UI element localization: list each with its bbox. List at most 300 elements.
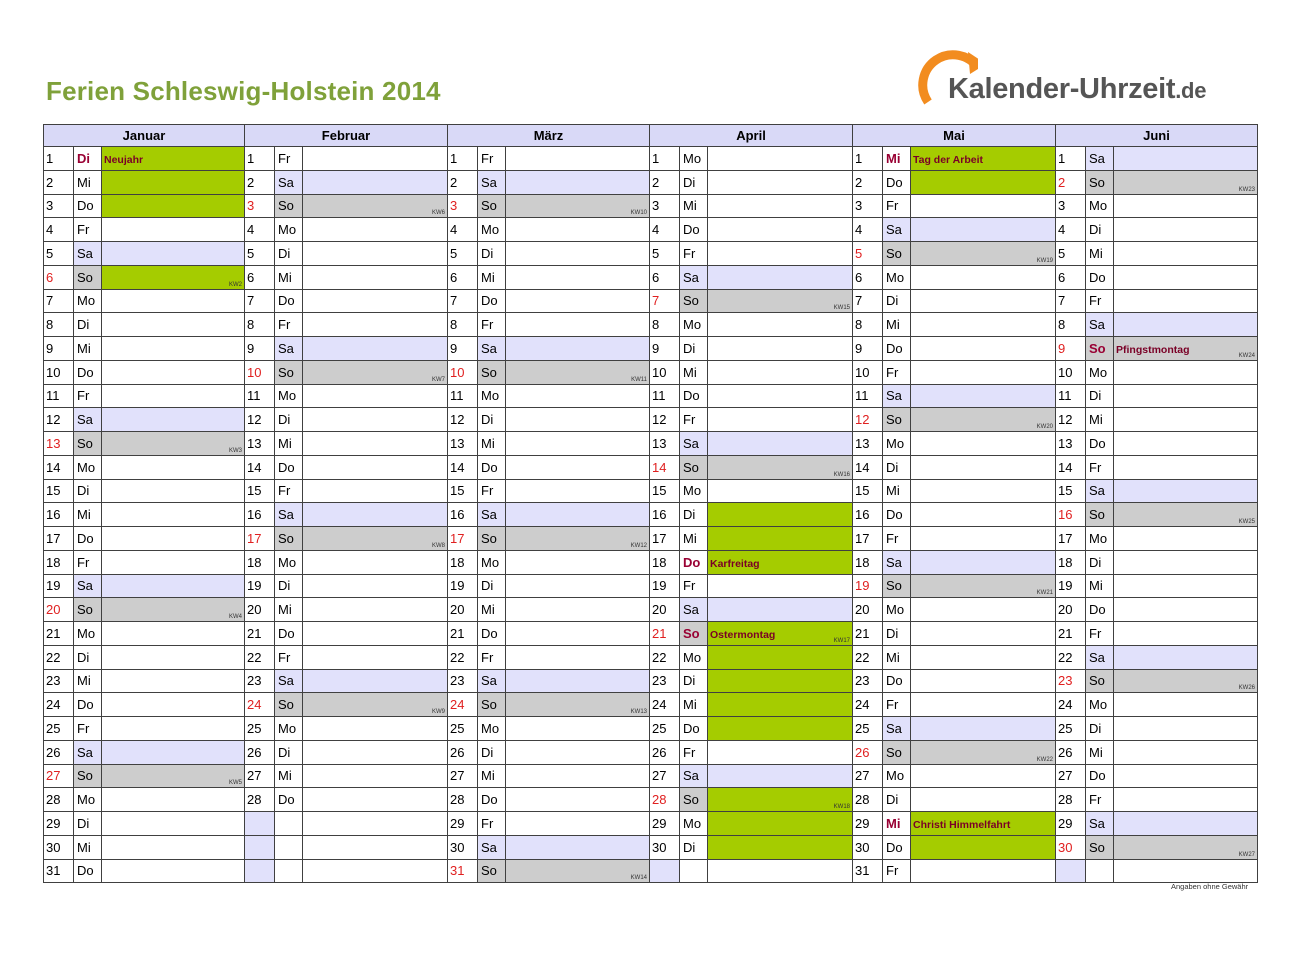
- day-number: 30: [853, 835, 883, 859]
- weekday: Mo: [680, 313, 708, 337]
- day-note: [506, 218, 650, 242]
- weekday: Di: [74, 645, 102, 669]
- table-row: [44, 147, 1258, 171]
- day-number: 30: [1056, 835, 1086, 859]
- weekday: Do: [883, 170, 911, 194]
- day-number: 3: [448, 194, 478, 218]
- weekday: Mi: [275, 764, 303, 788]
- day-number: 9: [1056, 337, 1086, 361]
- day-number: 11: [650, 384, 680, 408]
- day-note: [303, 740, 448, 764]
- day-number: 20: [448, 598, 478, 622]
- day-number: 9: [448, 337, 478, 361]
- day-note: [708, 455, 853, 479]
- weekday: So: [883, 740, 911, 764]
- month-header-0: Januar: [44, 125, 245, 147]
- weekday: Do: [478, 788, 506, 812]
- table-row: [44, 360, 1258, 384]
- day-note: [303, 598, 448, 622]
- day-note: [102, 527, 245, 551]
- day-note: [303, 360, 448, 384]
- day-note: [1114, 313, 1258, 337]
- empty-cell: [1056, 859, 1086, 883]
- day-note: [1114, 812, 1258, 836]
- day-number: 5: [448, 242, 478, 266]
- day-number: 11: [245, 384, 275, 408]
- day-note: [506, 740, 650, 764]
- day-number: 22: [448, 645, 478, 669]
- day-number: 4: [1056, 218, 1086, 242]
- week-number: KW12: [630, 542, 647, 549]
- day-note: [911, 408, 1056, 432]
- day-note: [102, 455, 245, 479]
- week-number: KW16: [833, 471, 850, 478]
- weekday: Sa: [74, 740, 102, 764]
- day-note: [102, 194, 245, 218]
- weekday: Mo: [680, 147, 708, 171]
- holiday-name: Pfingstmontag: [1116, 343, 1190, 356]
- day-note: [911, 194, 1056, 218]
- day-note: [708, 313, 853, 337]
- day-number: 15: [448, 479, 478, 503]
- weekday: Fr: [74, 218, 102, 242]
- day-number: 29: [853, 812, 883, 836]
- weekday: Do: [275, 788, 303, 812]
- week-number: KW24: [1238, 352, 1255, 359]
- day-note: [102, 170, 245, 194]
- day-note: [506, 835, 650, 859]
- weekday: Fr: [883, 859, 911, 883]
- weekday: Mi: [883, 812, 911, 836]
- day-number: 25: [853, 717, 883, 741]
- day-number: 13: [44, 432, 74, 456]
- day-note: [303, 622, 448, 646]
- day-note: [911, 764, 1056, 788]
- weekday: Sa: [1086, 812, 1114, 836]
- weekday: Sa: [275, 170, 303, 194]
- day-number: 1: [448, 147, 478, 171]
- day-number: 16: [650, 503, 680, 527]
- holiday-name: Karfreitag: [710, 557, 760, 570]
- weekday: Do: [74, 693, 102, 717]
- day-number: 24: [1056, 693, 1086, 717]
- day-note: [911, 479, 1056, 503]
- day-number: 12: [650, 408, 680, 432]
- weekday: Mi: [74, 503, 102, 527]
- weekday: Mo: [275, 717, 303, 741]
- day-note: [102, 598, 245, 622]
- weekday: So: [275, 527, 303, 551]
- day-number: 20: [650, 598, 680, 622]
- month-header-2: März: [448, 125, 650, 147]
- day-note: [911, 218, 1056, 242]
- weekday: So: [883, 408, 911, 432]
- page-title: Ferien Schleswig-Holstein 2014: [46, 76, 441, 106]
- day-number: 11: [853, 384, 883, 408]
- weekday: Sa: [1086, 479, 1114, 503]
- day-number: 27: [245, 764, 275, 788]
- day-number: 2: [245, 170, 275, 194]
- day-number: 23: [650, 669, 680, 693]
- day-number: 27: [448, 764, 478, 788]
- day-note: [911, 622, 1056, 646]
- day-note: [102, 740, 245, 764]
- day-number: 8: [44, 313, 74, 337]
- day-note: [102, 147, 245, 171]
- day-number: 5: [1056, 242, 1086, 266]
- day-note: [303, 289, 448, 313]
- day-note: [911, 788, 1056, 812]
- day-number: 14: [650, 455, 680, 479]
- day-note: [102, 550, 245, 574]
- day-note: [102, 717, 245, 741]
- weekday: Sa: [275, 337, 303, 361]
- week-number: KW9: [431, 709, 445, 715]
- day-note: [303, 645, 448, 669]
- day-note: [303, 764, 448, 788]
- weekday: Mo: [680, 479, 708, 503]
- day-note: [303, 693, 448, 717]
- weekday: Di: [478, 242, 506, 266]
- weekday: Do: [883, 835, 911, 859]
- day-note: [708, 574, 853, 598]
- day-note: [102, 812, 245, 836]
- day-number: 13: [650, 432, 680, 456]
- day-number: 26: [853, 740, 883, 764]
- weekday: Sa: [478, 669, 506, 693]
- weekday: Do: [74, 360, 102, 384]
- day-note: [1114, 717, 1258, 741]
- weekday: Fr: [680, 740, 708, 764]
- table-row: [44, 859, 1258, 883]
- weekday: Di: [883, 289, 911, 313]
- day-number: 10: [853, 360, 883, 384]
- day-note: [506, 360, 650, 384]
- day-note: [911, 503, 1056, 527]
- week-number: KW15: [833, 305, 850, 312]
- weekday: Sa: [680, 764, 708, 788]
- day-note: [911, 550, 1056, 574]
- day-number: 26: [245, 740, 275, 764]
- month-header-row: [44, 125, 1258, 147]
- empty-cell: [303, 812, 448, 836]
- weekday: Fr: [1086, 788, 1114, 812]
- weekday: So: [478, 859, 506, 883]
- empty-cell: [275, 835, 303, 859]
- table-row: [44, 218, 1258, 242]
- day-number: 25: [1056, 717, 1086, 741]
- day-note: [506, 432, 650, 456]
- day-note: [708, 242, 853, 266]
- weekday: Do: [1086, 432, 1114, 456]
- weekday: Mi: [1086, 740, 1114, 764]
- day-number: 4: [448, 218, 478, 242]
- weekday: Sa: [478, 835, 506, 859]
- day-note: [1114, 503, 1258, 527]
- day-number: 2: [853, 170, 883, 194]
- day-number: 21: [1056, 622, 1086, 646]
- weekday: Di: [1086, 550, 1114, 574]
- weekday: Do: [883, 669, 911, 693]
- day-note: [506, 527, 650, 551]
- day-number: 4: [44, 218, 74, 242]
- day-number: 15: [245, 479, 275, 503]
- day-note: [1114, 265, 1258, 289]
- week-number: KW7: [431, 376, 445, 383]
- weekday: Do: [275, 622, 303, 646]
- day-note: [102, 503, 245, 527]
- day-note: [506, 550, 650, 574]
- weekday: Mo: [478, 550, 506, 574]
- day-note: [708, 812, 853, 836]
- weekday: Fr: [275, 645, 303, 669]
- day-number: 5: [650, 242, 680, 266]
- weekday: So: [275, 693, 303, 717]
- weekday: Fr: [883, 693, 911, 717]
- day-number: 2: [650, 170, 680, 194]
- weekday: Mi: [478, 598, 506, 622]
- empty-cell: [650, 859, 680, 883]
- day-note: [303, 669, 448, 693]
- day-number: 10: [448, 360, 478, 384]
- day-number: 28: [650, 788, 680, 812]
- day-note: [708, 550, 853, 574]
- day-number: 23: [1056, 669, 1086, 693]
- day-number: 28: [1056, 788, 1086, 812]
- day-note: [1114, 432, 1258, 456]
- day-note: [911, 812, 1056, 836]
- day-note: [102, 218, 245, 242]
- day-number: 18: [245, 550, 275, 574]
- day-number: 14: [448, 455, 478, 479]
- day-note: [911, 455, 1056, 479]
- day-number: 3: [44, 194, 74, 218]
- day-number: 7: [650, 289, 680, 313]
- table-row: [44, 408, 1258, 432]
- weekday: Mo: [74, 622, 102, 646]
- day-note: [506, 194, 650, 218]
- day-note: [708, 527, 853, 551]
- day-number: 19: [245, 574, 275, 598]
- day-number: 15: [1056, 479, 1086, 503]
- weekday: Fr: [74, 550, 102, 574]
- table-row: [44, 717, 1258, 741]
- weekday: Fr: [478, 812, 506, 836]
- weekday: Sa: [478, 503, 506, 527]
- day-note: [911, 645, 1056, 669]
- day-note: [303, 384, 448, 408]
- day-note: [708, 170, 853, 194]
- day-number: 12: [245, 408, 275, 432]
- day-number: 12: [44, 408, 74, 432]
- weekday: Mi: [883, 313, 911, 337]
- day-note: [708, 598, 853, 622]
- day-number: 22: [1056, 645, 1086, 669]
- table-row: [44, 622, 1258, 646]
- weekday: Mi: [1086, 408, 1114, 432]
- day-number: 17: [650, 527, 680, 551]
- day-note: [102, 432, 245, 456]
- day-note: [1114, 289, 1258, 313]
- day-note: [708, 384, 853, 408]
- weekday: Di: [478, 574, 506, 598]
- day-number: 20: [245, 598, 275, 622]
- weekday: Mo: [478, 717, 506, 741]
- day-note: [708, 147, 853, 171]
- day-note: [708, 622, 853, 646]
- day-number: 7: [1056, 289, 1086, 313]
- day-number: 20: [853, 598, 883, 622]
- day-number: 3: [1056, 194, 1086, 218]
- day-number: 26: [44, 740, 74, 764]
- weekday: So: [478, 194, 506, 218]
- weekday: Fr: [275, 313, 303, 337]
- weekday: Do: [680, 384, 708, 408]
- day-note: [506, 242, 650, 266]
- day-note: [102, 479, 245, 503]
- day-number: 16: [853, 503, 883, 527]
- day-number: 11: [1056, 384, 1086, 408]
- day-number: 19: [853, 574, 883, 598]
- week-number: KW10: [630, 210, 647, 217]
- day-number: 18: [650, 550, 680, 574]
- weekday: Mi: [680, 360, 708, 384]
- table-row: [44, 788, 1258, 812]
- weekday: So: [478, 527, 506, 551]
- day-number: 29: [44, 812, 74, 836]
- day-number: 13: [853, 432, 883, 456]
- day-number: 23: [245, 669, 275, 693]
- day-note: [102, 764, 245, 788]
- table-row: [44, 432, 1258, 456]
- weekday: Fr: [1086, 289, 1114, 313]
- weekday: So: [1086, 835, 1114, 859]
- day-note: [708, 740, 853, 764]
- weekday: Fr: [883, 527, 911, 551]
- week-number: KW14: [630, 875, 647, 882]
- day-note: [911, 337, 1056, 361]
- day-number: 1: [853, 147, 883, 171]
- day-number: 8: [448, 313, 478, 337]
- day-note: [102, 788, 245, 812]
- weekday: Mi: [883, 147, 911, 171]
- weekday: So: [1086, 170, 1114, 194]
- weekday: Mi: [74, 835, 102, 859]
- weekday: Mo: [1086, 194, 1114, 218]
- day-note: [708, 693, 853, 717]
- weekday: Mi: [74, 669, 102, 693]
- weekday: Do: [1086, 764, 1114, 788]
- day-number: 27: [1056, 764, 1086, 788]
- day-number: 17: [853, 527, 883, 551]
- day-note: [102, 242, 245, 266]
- day-note: [303, 265, 448, 289]
- empty-cell: [275, 812, 303, 836]
- day-note: [1114, 598, 1258, 622]
- day-number: 18: [44, 550, 74, 574]
- day-note: [1114, 218, 1258, 242]
- weekday: Fr: [883, 194, 911, 218]
- day-number: 19: [44, 574, 74, 598]
- day-number: 22: [853, 645, 883, 669]
- weekday: Mo: [478, 384, 506, 408]
- empty-cell: [1114, 859, 1258, 883]
- day-note: [911, 669, 1056, 693]
- weekday: Do: [1086, 265, 1114, 289]
- day-note: [911, 598, 1056, 622]
- day-number: 1: [44, 147, 74, 171]
- weekday: So: [1086, 337, 1114, 361]
- weekday: Fr: [478, 147, 506, 171]
- day-number: 16: [44, 503, 74, 527]
- empty-cell: [275, 859, 303, 883]
- weekday: Mo: [1086, 693, 1114, 717]
- day-note: [911, 432, 1056, 456]
- day-note: [506, 384, 650, 408]
- weekday: Di: [883, 788, 911, 812]
- day-number: 7: [853, 289, 883, 313]
- weekday: Mi: [275, 432, 303, 456]
- day-number: 10: [245, 360, 275, 384]
- day-number: 3: [650, 194, 680, 218]
- weekday: Sa: [478, 337, 506, 361]
- day-number: 29: [1056, 812, 1086, 836]
- day-note: [303, 147, 448, 171]
- table-row: [44, 479, 1258, 503]
- weekday: So: [680, 289, 708, 313]
- day-note: [506, 645, 650, 669]
- weekday: Mo: [275, 218, 303, 242]
- day-note: [911, 740, 1056, 764]
- weekday: So: [680, 788, 708, 812]
- table-row: [44, 455, 1258, 479]
- day-note: [102, 265, 245, 289]
- weekday: Fr: [680, 574, 708, 598]
- weekday: Sa: [74, 242, 102, 266]
- day-number: 21: [245, 622, 275, 646]
- day-number: 26: [448, 740, 478, 764]
- day-number: 24: [650, 693, 680, 717]
- day-note: [102, 289, 245, 313]
- day-note: [102, 337, 245, 361]
- weekday: Di: [680, 669, 708, 693]
- weekday: Sa: [883, 218, 911, 242]
- brand-logo[interactable]: [918, 42, 1248, 112]
- day-number: 13: [245, 432, 275, 456]
- day-number: 20: [44, 598, 74, 622]
- day-note: [1114, 835, 1258, 859]
- day-number: 1: [650, 147, 680, 171]
- day-note: [506, 147, 650, 171]
- week-number: KW20: [1036, 424, 1053, 430]
- day-number: 13: [448, 432, 478, 456]
- day-note: [506, 265, 650, 289]
- weekday: Fr: [478, 645, 506, 669]
- holiday-name: Ostermontag: [710, 628, 776, 641]
- day-number: 8: [853, 313, 883, 337]
- day-note: [911, 289, 1056, 313]
- table-row: [44, 242, 1258, 266]
- weekday: Sa: [1086, 645, 1114, 669]
- table-row: [44, 313, 1258, 337]
- table-row: [44, 550, 1258, 574]
- weekday: Mi: [74, 170, 102, 194]
- day-note: [303, 788, 448, 812]
- day-number: 4: [650, 218, 680, 242]
- day-number: 4: [853, 218, 883, 242]
- day-number: 17: [1056, 527, 1086, 551]
- weekday: Di: [883, 455, 911, 479]
